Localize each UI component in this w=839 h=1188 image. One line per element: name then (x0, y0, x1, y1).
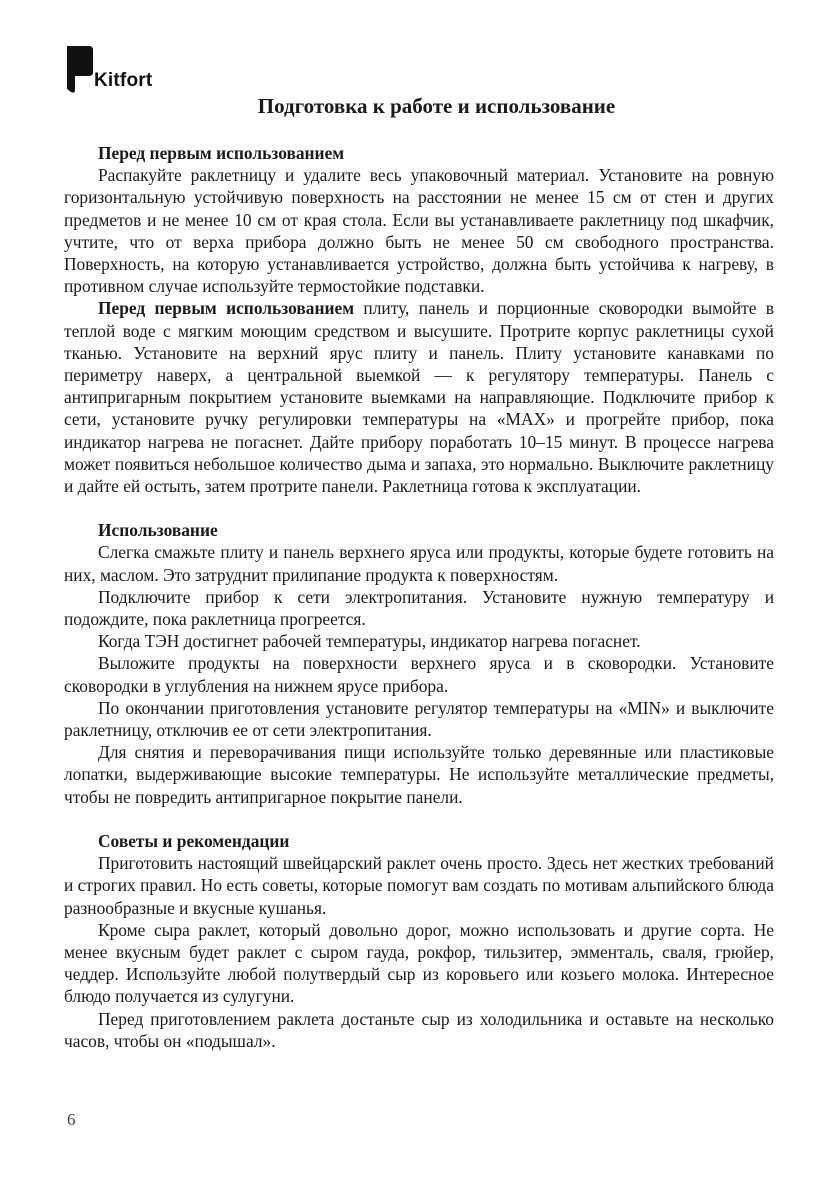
kitfort-logo (67, 46, 207, 94)
paragraph: Приготовить настоящий швейцарский раклет очень просто. Здесь нет жестких требований и строгих правил. Но есть советы, которые помогут вам создать по мотивам альпийского блюда разнообразные и вкусные кушанья. (64, 853, 774, 918)
paragraph: Перед приготовлением раклета достаньте сыр из холодильника и оставьте на несколько часов, чтобы он «подышал». (64, 1008, 774, 1051)
page-number: 6 (67, 1110, 76, 1129)
paragraph: Выложите продукты на поверхности верхнего яруса и в сковородки. Установите сковородки в углубления на нижнем ярусе прибора. (64, 653, 774, 696)
paragraph: Распакуйте раклетницу и удалите весь упаковочный материал. Установите на ровную горизонтальную устойчивую поверхность на расстоянии не менее 15 см от стен и других предметов и не менее 10 см от края стола. Если вы устанавливаете раклетницу под шкафчик, учтите, что от верха прибора должно быть не менее 50 см свободного пространства. Поверхность, на которую устанавливается устройство, должна быть устойчива к нагреву, в противном случае используйте термостойкие подставки. (64, 165, 774, 297)
section-usage (64, 519, 774, 808)
brand-name: Kitfort (94, 70, 153, 91)
section-heading: Советы и рекомендации (98, 830, 290, 851)
section-tips (64, 830, 774, 1052)
paragraph: Слегка смажьте плиту и панель верхнего яруса или продукты, которые будете готовить на них, маслом. Это затруднит прилипание продукта к поверхностям. (64, 542, 774, 585)
paragraph: Когда ТЭН достигнет рабочей температуры, индикатор нагрева погаснет. (98, 631, 641, 652)
main-content (64, 142, 774, 1052)
page-title: Подготовка к работе и использование (257, 94, 616, 118)
paragraph-lead: Перед первым использованием (98, 298, 355, 319)
paragraph: По окончании приготовления установите регулятор температуры на «MIN» и выключите раклетницу, отключив ее от сети электропитания. (64, 697, 774, 741)
section-heading: Использование (98, 520, 218, 541)
paragraph: Подключите прибор к сети электропитания. Установите нужную температуру и подождите, пока раклетница прогреется. (64, 586, 774, 630)
paragraph: Кроме сыра раклет, который довольно дорог, можно использовать и другие сорта. Не менее вкусным будет раклет с сыром гауда, рокфор, тильзитер, эмменталь, сваля, грюйер, чеддер. Используйте любой полутвердый сыр из коровьего или козьего молока. Интересное блюдо получается из сулугуни. (64, 919, 774, 1007)
section-first-use (64, 142, 774, 497)
paragraph (64, 297, 774, 497)
paragraph: Для снятия и переворачивания пищи используйте только деревянные или пластиковые лопатки, выдерживающие высокие температуры. Не используйте металлические предметы, чтобы не повредить антипригарное покрытие панели. (64, 742, 774, 807)
kitfort-logo-icon (67, 46, 93, 94)
paragraph-body: плиту, панель и порционные сковородки вымойте в теплой воде с мягким моющим средством и высушите. Протрите корпус раклетницы сухой тканью. Установите на верхний ярус плиту и панель. Плиту установите канавками по периметру наверх, а центральной выемкой — к регулятору температуры. Панель с антипригарным покрытием установите выемками на направляющие. Подключите прибор к сети, установите ручку регулировки температуры на «MAX» и прогрейте прибор, пока индикатор нагрева не погаснет. Дайте прибору поработать 10–15 минут. В процессе нагрева может появиться небольшое количество дыма и запаха, это нормально. Выключите раклетницу и дайте ей остыть, затем протрите панели. Раклетница готова к эксплуатации. (64, 298, 774, 497)
section-heading: Перед первым использованием (98, 143, 345, 163)
